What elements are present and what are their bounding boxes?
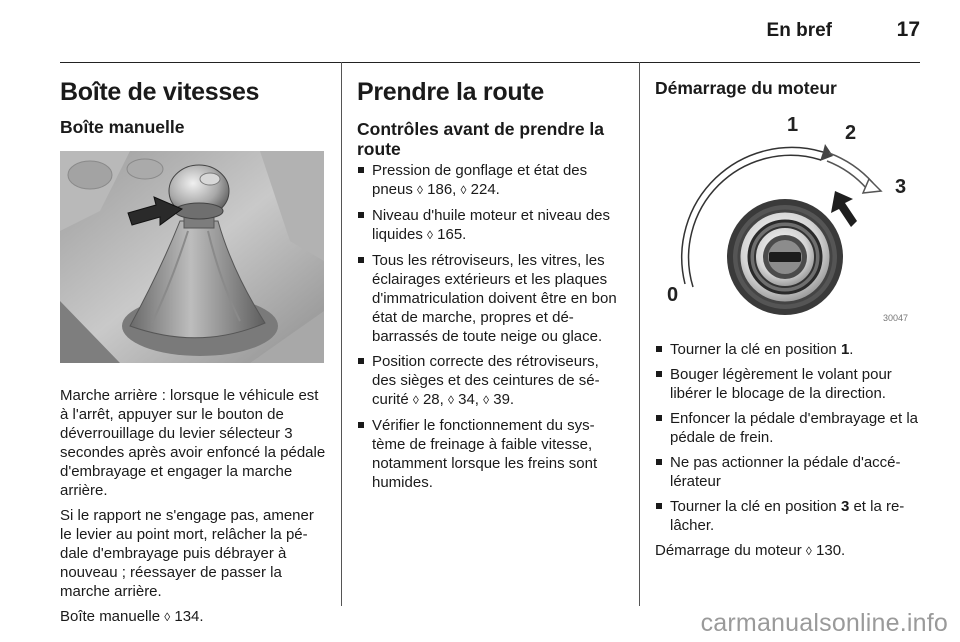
reference-engine-start: Démarrage du moteur ◊ 130. <box>655 542 846 559</box>
gear-lever-illustration <box>60 151 328 368</box>
list-item: Pression de gonflage et état des pneus ◊ 186, ◊ 224. <box>357 161 625 200</box>
subheading-checks: Contrôles avant de prendre la route <box>357 119 605 159</box>
page-reference-icon: ◊ <box>805 544 812 558</box>
list-item: Bouger légèrement le volant pour libérer le blocage de la direction. <box>655 365 923 403</box>
page-reference-icon: ◊ <box>448 393 454 407</box>
list-item: Niveau d'huile moteur et niveau des liquides ◊ 165. <box>357 206 625 245</box>
right-column <box>655 62 923 567</box>
page-reference-icon: ◊ <box>164 610 171 624</box>
figure-code: 30047 <box>883 313 909 323</box>
list-item: Ne pas actionner la pédale d'accé-lérateur <box>655 453 923 491</box>
page-header <box>60 0 920 63</box>
page-reference-icon: ◊ <box>417 183 423 197</box>
list-item: Vérifier le fonctionnement du sys-tème de freinage à faible vitesse, notamment lorsque les freins sont humides. <box>357 416 625 492</box>
page-reference-icon: ◊ <box>483 393 490 407</box>
reference-manual-gearbox: Boîte manuelle ◊ 134. <box>60 608 204 625</box>
position-label-3: 3 <box>895 176 907 198</box>
column-divider <box>639 62 640 606</box>
subheading-manual-gearbox: Boîte manuelle <box>60 117 185 137</box>
middle-column <box>357 62 625 498</box>
left-column <box>60 62 328 633</box>
list-item: Tourner la clé en position 3 et la re-lâcher. <box>655 497 923 535</box>
position-label-0: 0 <box>667 284 679 306</box>
heading-driving-off: Prendre la route <box>357 78 544 106</box>
column-divider <box>341 62 342 606</box>
section-title: En bref <box>766 20 832 41</box>
checklist <box>357 161 625 492</box>
page-reference-icon: ◊ <box>427 228 433 242</box>
engine-start-steps <box>655 340 923 535</box>
list-item: Tourner la clé en position 1. <box>655 340 923 359</box>
page-reference-icon: ◊ <box>460 183 467 197</box>
page-number: 17 <box>896 18 920 41</box>
ignition-illustration <box>655 109 923 332</box>
position-label-2: 2 <box>845 122 857 144</box>
heading-engine-start: Démarrage du moteur <box>655 78 837 98</box>
list-item: Tous les rétroviseurs, les vitres, les éclairages extérieurs et les plaques d'immatriculation doivent être en bon état de marche, propres et dé-barrassés de toute neige ou glace. <box>357 251 625 346</box>
list-item: Position correcte des rétroviseurs, des sièges et des ceintures de sé-curité ◊ 28, ◊ 34, ◊ 39. <box>357 352 625 410</box>
reverse-gear-paragraph: Marche arrière : lorsque le véhicule est à l'arrêt, appuyer sur le bouton de déverrouillage du levier sélecteur 3 secondes après avoir enfoncé la pédale d'embrayage et engager la marche arrière. <box>60 387 326 499</box>
position-label-1: 1 <box>787 114 799 136</box>
page-reference-icon: ◊ <box>412 393 419 407</box>
heading-gearbox: Boîte de vitesses <box>60 78 260 106</box>
ignition-switch-image <box>655 109 923 327</box>
list-item: Enfoncer la pédale d'embrayage et la pédale de frein. <box>655 409 923 447</box>
watermark: carmanualsonline.info <box>700 609 948 637</box>
gear-lever-image <box>60 151 324 363</box>
gear-retry-paragraph: Si le rapport ne s'engage pas, amener le levier au point mort, relâcher la pé-dale d'embrayage puis débrayer à nouveau ; réessayer de passer la marche arrière. <box>60 507 314 600</box>
